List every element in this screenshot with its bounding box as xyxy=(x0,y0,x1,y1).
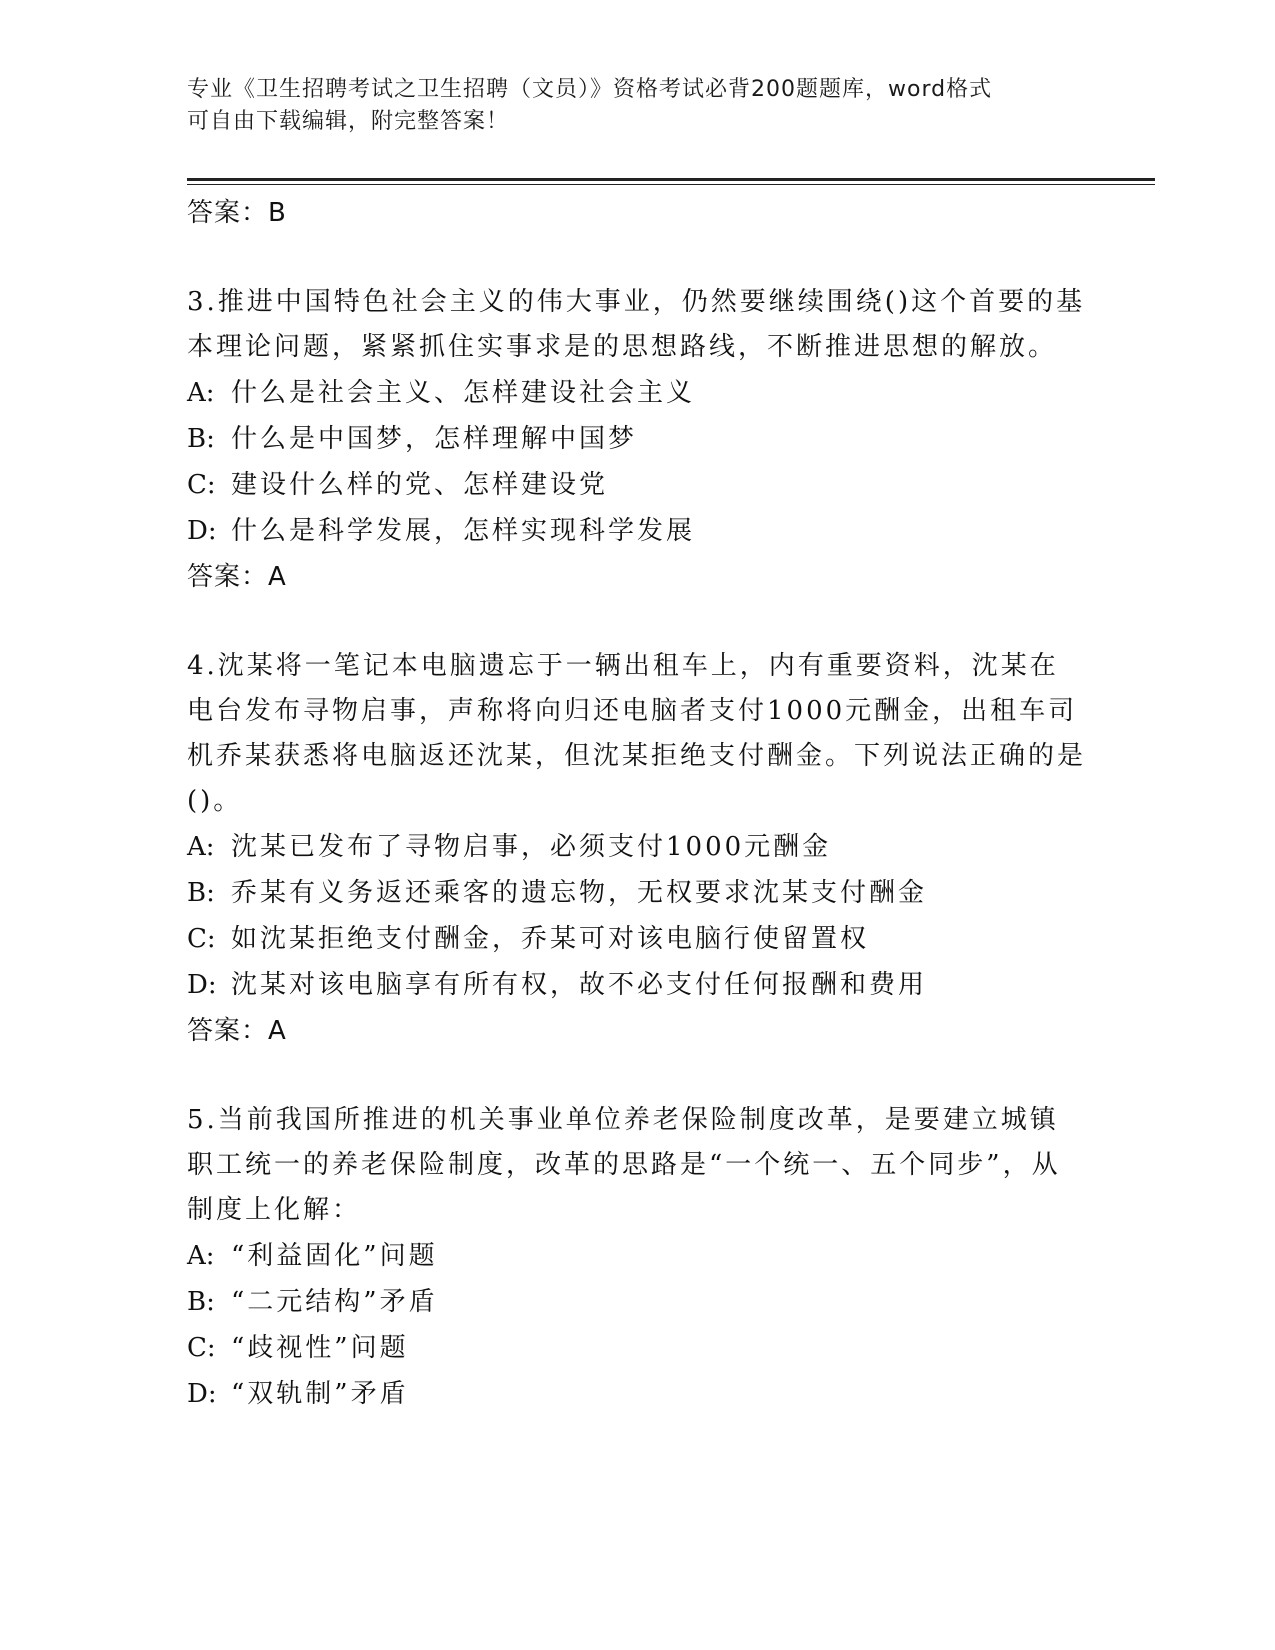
document-body xyxy=(187,190,1087,1417)
option-b xyxy=(187,870,1087,916)
option-a xyxy=(187,1233,1087,1279)
option-b xyxy=(187,416,1087,462)
option-text: 沈某对该电脑享有所有权，故不必支付任何报酬和费用 xyxy=(231,970,928,1000)
option-c xyxy=(187,462,1087,508)
option-a xyxy=(187,824,1087,870)
option-text: “双轨制”矛盾 xyxy=(231,1379,409,1409)
option-text: “歧视性”问题 xyxy=(231,1333,409,1363)
question-stem: 4.沈某将一笔记本电脑遗忘于一辆出租车上，内有重要资料，沈某在电台发布寻物启事，声称将向归还电脑者支付1000元酬金，出租车司机乔某获悉将电脑返还沈某，但沈某拒绝支付酬金。下列说法正确的是()。 xyxy=(187,651,1087,816)
option-key: C: xyxy=(187,1333,216,1363)
option-key: A: xyxy=(187,832,215,862)
option-text: 什么是科学发展，怎样实现科学发展 xyxy=(231,516,696,546)
option-c xyxy=(187,1325,1087,1371)
option-a xyxy=(187,370,1087,416)
option-text: 建设什么样的党、怎样建设党 xyxy=(231,470,609,500)
header-line-1: 专业《卫生招聘考试之卫生招聘（文员）》资格考试必背200题题库，word格式 xyxy=(187,77,993,102)
answer-line: 答案：A xyxy=(187,562,287,592)
page-header xyxy=(187,74,1067,138)
header-line-2: 可自由下载编辑，附完整答案！ xyxy=(187,109,510,134)
option-text: “二元结构”矛盾 xyxy=(231,1287,438,1317)
question-5 xyxy=(187,1098,1087,1417)
option-key: B: xyxy=(187,878,215,908)
option-d xyxy=(187,962,1087,1008)
option-text: 如沈某拒绝支付酬金，乔某可对该电脑行使留置权 xyxy=(231,924,870,954)
option-b xyxy=(187,1279,1087,1325)
option-text: 乔某有义务返还乘客的遗忘物，无权要求沈某支付酬金 xyxy=(231,878,928,908)
option-key: B: xyxy=(187,1287,215,1317)
header-rule-thin xyxy=(187,184,1155,185)
option-text: 沈某已发布了寻物启事，必须支付1000元酬金 xyxy=(231,832,832,862)
option-key: B: xyxy=(187,424,215,454)
option-text: 什么是社会主义、怎样建设社会主义 xyxy=(231,378,696,408)
option-key: D: xyxy=(187,1379,217,1409)
question-stem: 3.推进中国特色社会主义的伟大事业，仍然要继续围绕()这个首要的基本理论问题，紧紧抓住实事求是的思想路线，不断推进思想的解放。 xyxy=(187,287,1086,362)
option-key: D: xyxy=(187,516,217,546)
option-key: D: xyxy=(187,970,217,1000)
option-text: “利益固化”问题 xyxy=(231,1241,438,1271)
option-key: C: xyxy=(187,470,216,500)
option-d xyxy=(187,508,1087,554)
option-d xyxy=(187,1371,1087,1417)
question-3 xyxy=(187,280,1087,600)
question-stem: 5.当前我国所推进的机关事业单位养老保险制度改革，是要建立城镇职工统一的养老保险制度，改革的思路是“一个统一、五个同步”，从制度上化解： xyxy=(187,1105,1061,1225)
option-text: 什么是中国梦，怎样理解中国梦 xyxy=(231,424,638,454)
option-c xyxy=(187,916,1087,962)
question-4 xyxy=(187,644,1087,1054)
option-key: A: xyxy=(187,1241,215,1271)
option-key: C: xyxy=(187,924,216,954)
header-rule-thick xyxy=(187,178,1155,181)
answer-line: 答案：B xyxy=(187,198,287,228)
option-key: A: xyxy=(187,378,215,408)
answer-line: 答案：A xyxy=(187,1016,287,1046)
